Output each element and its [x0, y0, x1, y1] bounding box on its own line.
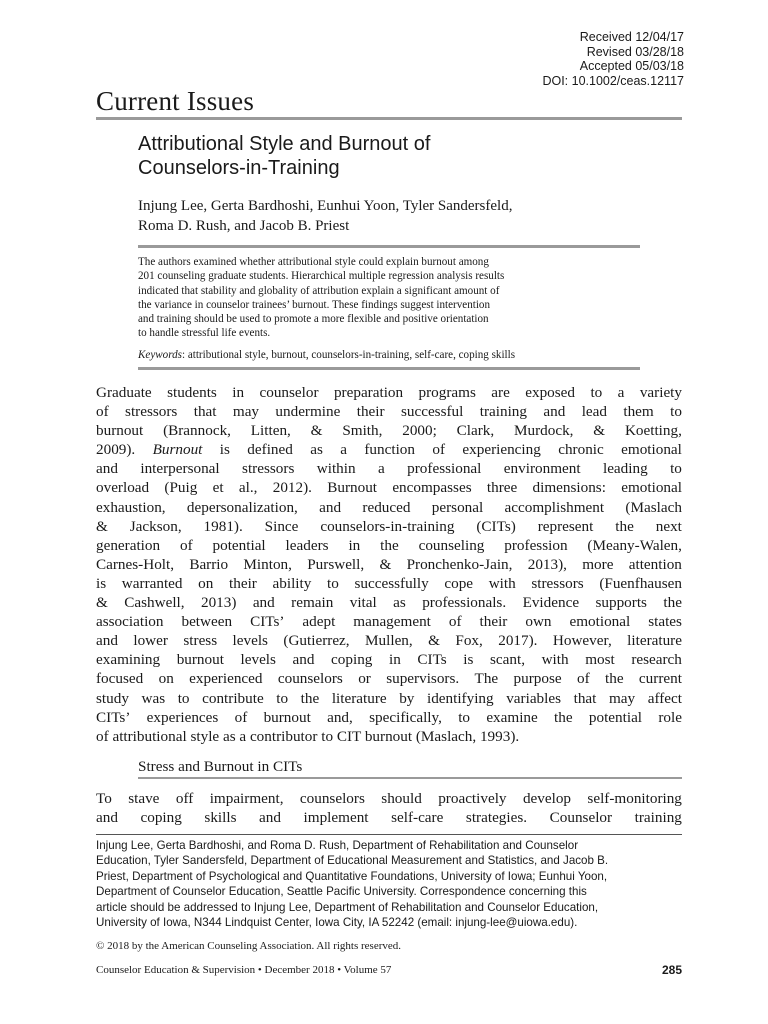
body-line: burnout (Brannock, Litten, & Smith, 2000; Clark, Murdock, & Koetting, — [96, 422, 682, 440]
doi: DOI: 10.1002/ceas.12117 — [542, 73, 684, 88]
abstract — [138, 255, 642, 341]
abstract-line: 201 counseling graduate students. Hierarchical multiple regression analysis results — [138, 270, 505, 283]
article-title — [138, 132, 658, 180]
author-list — [138, 196, 512, 236]
abstract-line: The authors examined whether attributional style could explain burnout among — [138, 256, 489, 268]
page-number: 285 — [661, 963, 682, 977]
accepted-date: Accepted 05/03/18 — [579, 59, 684, 73]
section-rule — [96, 117, 682, 120]
author-footnote — [96, 838, 682, 930]
body-line: exhaustion, depersonalization, and reduced personal accomplishment (Maslach — [96, 498, 682, 516]
body-line: and lower stress levels (Gutierrez, Mullen, & Fox, 2017). However, literature — [96, 632, 682, 650]
body-line: of attributional style as a contributor to CIT burnout (Maslach, 1993). — [96, 727, 520, 745]
keywords-label: Keywords — [138, 349, 182, 361]
body-line: and coping skills and implement self-care strategies. Counselor training — [96, 809, 682, 827]
section-heading: Current Issues — [96, 86, 255, 116]
abstract-line: to handle stressful life events. — [138, 327, 271, 340]
body-line: and interpersonal stressors within a professional environment leading to — [96, 460, 682, 478]
journal-footer: Counselor Education & Supervision • December 2018 • Volume 57 — [96, 964, 392, 976]
abstract-line: and training should be used to promote a more flexible and positive orientation — [138, 313, 489, 326]
body-line: To stave off impairment, counselors should proactively develop self-monitoring — [96, 790, 682, 807]
copyright-notice: © 2018 by the American Counseling Association. All rights reserved. — [96, 940, 402, 952]
body-line: & Cashwell, 2013) and remain vital as professionals. Evidence supports the — [96, 594, 682, 612]
revised-date: Revised 03/28/18 — [586, 44, 684, 59]
body-line: Graduate students in counselor preparation programs are exposed to a variety — [96, 384, 682, 401]
footnote-line: Injung Lee, Gerta Bardhoshi, and Roma D. Rush, Department of Rehabilitation and Counselor — [96, 839, 579, 852]
body-paragraph-2 — [96, 789, 682, 827]
body-line: & Jackson, 1981). Since counselors-in-training (CITs) represent the next — [96, 517, 682, 535]
title-line: Attributional Style and Burnout of — [138, 133, 431, 155]
body-line: focused on experienced counselors or supervisors. The purpose of the current — [96, 670, 682, 688]
received-date: Received 12/04/17 — [579, 30, 684, 44]
footnote-line: Education, Tyler Sandersfeld, Department of Educational Measurement and Statistics, and Jacob B. — [96, 854, 609, 868]
footnote-line: Priest, Department of Psychological and Quantitative Foundations, University of Iowa; Eunhui Yoon, — [96, 869, 608, 883]
body-line: study was to contribute to the literature by identifying variables that may affect — [96, 689, 682, 707]
body-line: of stressors that may undermine their successful training and lead them to — [96, 403, 682, 421]
abstract-top-rule — [138, 245, 640, 248]
title-line: Counselors-in-Training — [138, 157, 340, 179]
footnote-rule — [96, 834, 682, 835]
body-paragraph — [96, 383, 682, 746]
abstract-bottom-rule — [138, 367, 640, 370]
body-line: is warranted on their ability to successfully cope with stressors (Fuenfhausen — [96, 574, 682, 592]
body-line: examining burnout levels and coping in CITs is scant, with most research — [96, 651, 682, 669]
subheading-rule — [138, 777, 682, 779]
body-line: CITs’ experiences of burnout and, specifically, to examine the potential role — [96, 708, 682, 726]
body-line: overload (Puig et al., 2012). Burnout encompasses three dimensions: emotional — [96, 479, 682, 497]
body-line: 2009). Burnout is defined as a function of experiencing chronic emotional — [96, 441, 682, 459]
subheading: Stress and Burnout in CITs — [138, 758, 303, 775]
abstract-line: the variance in counselor trainees’ burnout. These findings suggest intervention — [138, 298, 491, 311]
footnote-line: Department of Counselor Education, Seattle Pacific University. Correspondence concerning this — [96, 885, 587, 899]
author-line: Injung Lee, Gerta Bardhoshi, Eunhui Yoon, Tyler Sandersfeld, — [138, 198, 513, 214]
manuscript-dates — [542, 30, 684, 88]
keywords-text: : attributional style, burnout, counselors-in-training, self-care, coping skills — [181, 349, 516, 361]
footnote-line: University of Iowa, N344 Lindquist Center, Iowa City, IA 52242 (email: injung-lee@uiowa.edu). — [96, 916, 578, 930]
footnote-line: article should be addressed to Injung Lee, Department of Rehabilitation and Counselor Education, — [96, 900, 599, 914]
abstract-line: indicated that stability and globality of attribution explain a significant amount of — [138, 284, 500, 297]
body-line: generation of potential leaders in the counseling profession (Meany-Walen, — [96, 536, 682, 554]
body-line: association between CITs’ adept management of their own emotional states — [96, 613, 682, 631]
author-line: Roma D. Rush, and Jacob B. Priest — [138, 218, 350, 234]
body-line: Carnes-Holt, Barrio Minton, Purswell, & Pronchenko-Jain, 2013), more attention — [96, 555, 682, 573]
keywords — [138, 349, 515, 361]
